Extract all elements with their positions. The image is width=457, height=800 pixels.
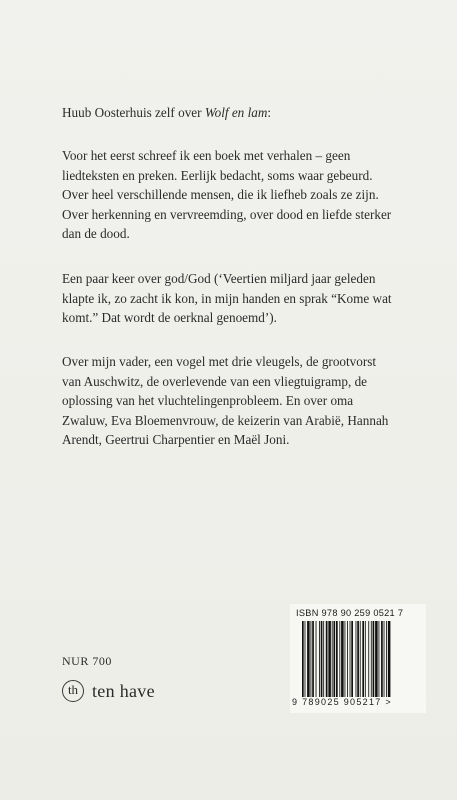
publisher-logo-icon: th xyxy=(62,680,84,702)
book-title: Wolf en lam xyxy=(204,105,268,120)
isbn-label: ISBN 978 90 259 0521 7 xyxy=(296,608,404,618)
intro-suffix: : xyxy=(267,105,272,120)
intro-line xyxy=(62,103,392,123)
barcode-box xyxy=(290,604,426,713)
nur-code: NUR 700 xyxy=(62,654,112,668)
publisher-imprint xyxy=(62,680,155,702)
publisher-name: ten have xyxy=(92,680,155,701)
paragraph-text: Een paar keer over god/God (‘Veertien miljard jaar geleden klapte ik, zo zacht ik kon, in mijn handen en sprak “Kome wat komt.” Dat wordt de oerknal genoemd’). xyxy=(62,271,392,325)
paragraph-text: Voor het eerst schreef ik een boek met verhalen – geen liedteksten en preken. Eerlijk bedacht, soms waar gebeurd. Over heel verschillende mensen, die ik liefheb zoals ze zijn. Over herkenning en vervreemding, over dood en liefde sterker dan de dood. xyxy=(62,148,392,241)
barcode-digits: 9 789025 905217 > xyxy=(292,697,392,707)
blurb-paragraph-1 xyxy=(62,146,392,244)
barcode-icon xyxy=(302,621,418,697)
blurb-paragraph-2 xyxy=(62,269,392,328)
paragraph-text: Over mijn vader, een vogel met drie vleugels, de grootvorst van Auschwitz, de overlevende van een vliegtuigramp, de oplossing van het vluchtelingenprobleem. En over oma Zwaluw, Eva Bloemenvrouw, de keizerin van Arabië, Hannah Arendt, Geertrui Charpentier en Maël Joni. xyxy=(62,354,389,447)
blurb-paragraph-3 xyxy=(62,352,392,450)
intro-prefix: Huub Oosterhuis zelf over xyxy=(62,105,205,120)
